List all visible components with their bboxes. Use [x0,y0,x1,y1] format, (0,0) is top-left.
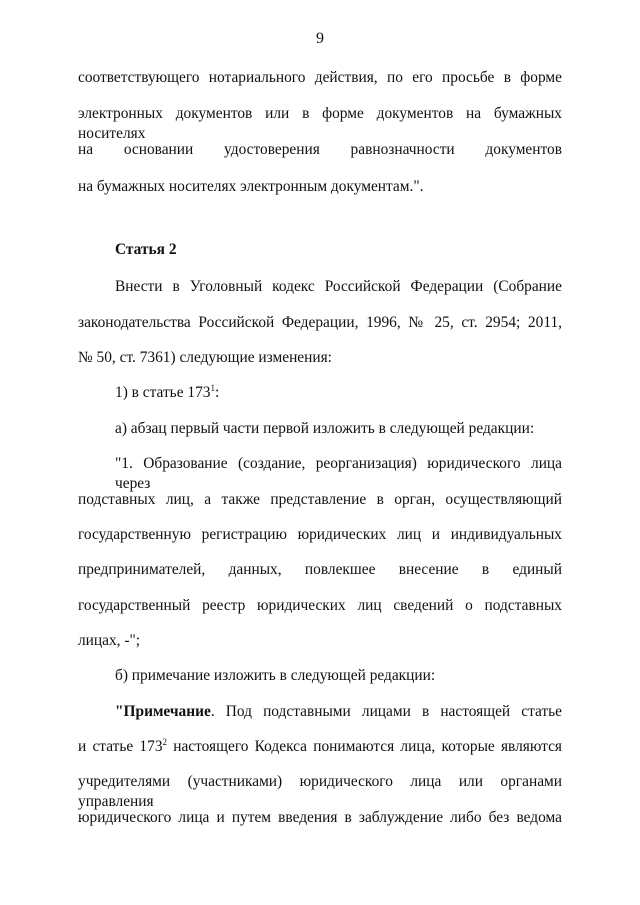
text-fragment: : [214,384,220,401]
text-fragment: 1) в статье 173 [115,384,211,401]
text-line: Внести в Уголовный кодекс Российской Федерации (Собрание [115,278,562,295]
text-line: государственный реестр юридических лиц сведений о подставных [78,597,562,614]
text-line: учредителями (участниками) юридического лица или органами управления [78,773,562,810]
text-line [115,702,562,722]
text-line: юридического лица и путем введения в заблуждение либо без ведома [78,809,562,826]
text-line: а) абзац первый части первой изложить в следующей редакции: [115,420,535,437]
text-line: законодательства Российской Федерации, 1996, № 25, ст. 2954; 2011, [78,314,562,331]
text-line: предпринимателей, данных, повлекшее внесение в единый [78,561,562,578]
bold-term: "Примечание [115,703,211,720]
text-line: "1. Образование (создание, реорганизация) юридического лица через [115,455,562,492]
text-line [78,737,562,757]
text-fragment: настоящего Кодекса понимаются лица, которые являются [167,738,562,755]
text-line: на бумажных носителях электронным документам.". [78,178,424,195]
text-line: подставных лиц, а также представление в орган, осуществляющий [78,491,562,508]
text-line: № 50, ст. 7361) следующие изменения: [78,349,332,366]
text-fragment: и статье 173 [78,738,163,755]
text-line: б) примечание изложить в следующей редакции: [115,667,436,684]
text-fragment: . Под подставными лицами в настоящей статье [210,703,562,720]
text-line: электронных документов или в форме документов на бумажных носителях [78,105,562,142]
text-line: государственную регистрацию юридических лиц и индивидуальных [78,526,562,543]
article-heading: Статья 2 [115,241,177,258]
text-line: лицах, -"; [78,632,141,649]
text-line: соответствующего нотариального действия, по его просьбе в форме [78,69,562,86]
superscript: 2 [162,736,168,747]
text-line: на основании удостоверения равнозначности документов [78,141,562,158]
text-line [115,383,562,403]
superscript: 1 [210,382,215,393]
page-number: 9 [316,30,324,47]
